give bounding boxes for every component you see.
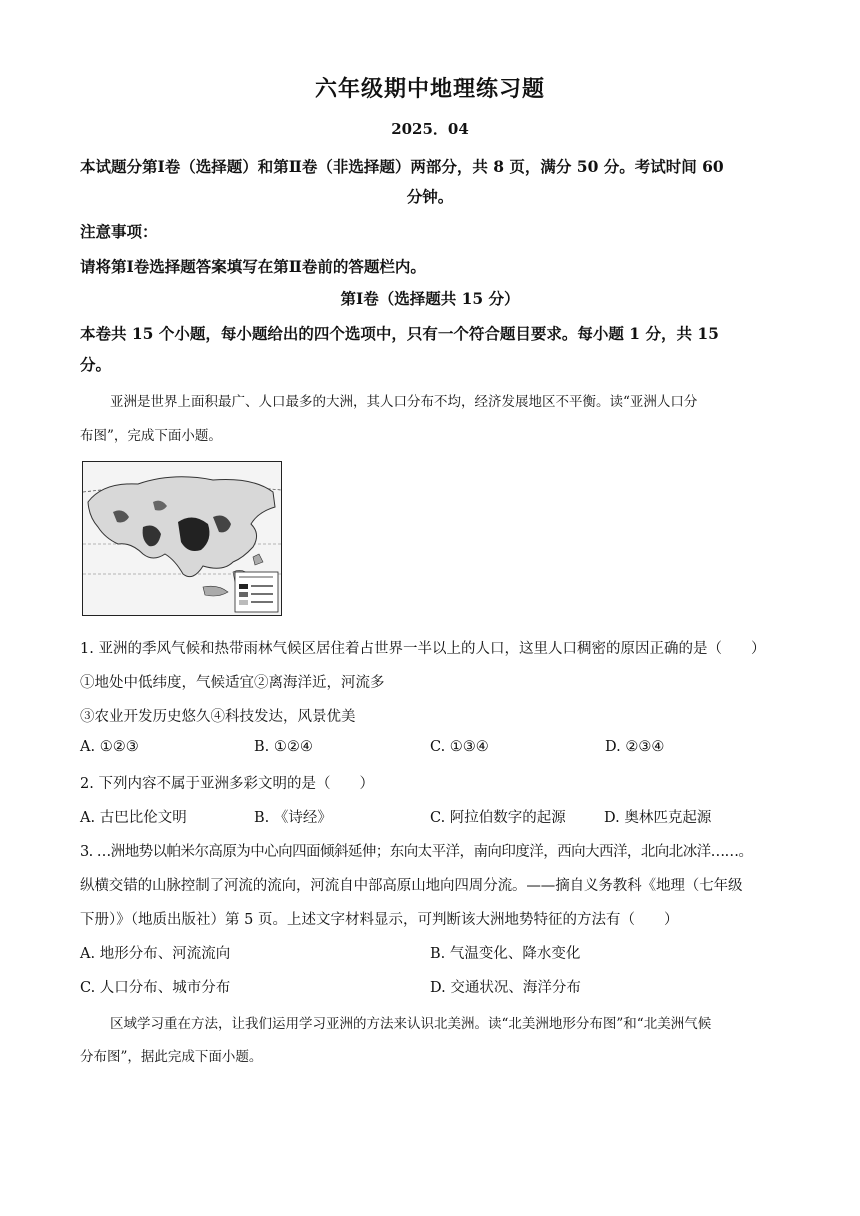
q2-option-a: A. 古巴比伦文明 [80,810,187,826]
q2-option-d: D. 奥林匹克起源 [604,810,712,826]
q2-option-c: C. 阿拉伯数字的起源 [430,810,566,826]
passage1-line-2: 布图”，完成下面小题。 [80,428,222,444]
q1-option-c: C. ①③④ [430,739,489,755]
section1-desc-2: 分。 [80,355,112,374]
section1-heading: 第Ⅰ卷（选择题共 15 分） [340,289,520,308]
q1-option-d: D. ②③④ [605,739,665,755]
notice-body: 请将第Ⅰ卷选择题答案填写在第Ⅱ卷前的答题栏内。 [80,257,426,276]
asia-population-map [82,461,282,616]
q3-line-1: 3. …洲地势以帕米尔高原为中心向四面倾斜延伸；东向太平洋，南向印度洋，西向大西洋，北向北冰洋……。 [80,844,753,860]
page-title: 六年级期中地理练习题 [314,76,545,102]
q3-option-b: B. 气温变化、降水变化 [430,946,581,962]
q1-item-1: ①地处中低纬度，气候适宜②离海洋近，河流多 [80,675,385,691]
q3-option-a: A. 地形分布、河流流向 [80,946,231,962]
passage2-line-1: 区域学习重在方法，让我们运用学习亚洲的方法来认识北美洲。读“北美洲地形分布图”和“北美洲气候 [110,1016,712,1032]
q3-option-d: D. 交通状况、海洋分布 [430,980,581,996]
q3-line-2: 纵横交错的山脉控制了河流的流向，河流自中部高原山地向四周分流。——摘自义务教科《地理（七年级 [80,878,743,894]
q1-item-2: ③农业开发历史悠久④科技发达，风景优美 [80,709,356,725]
q1-stem: 1. 亚洲的季风气候和热带雨林气候区居住着占世界一半以上的人口，这里人口稠密的原因正确的是（ ） [80,641,766,657]
section1-desc-1: 本卷共 15 个小题，每小题给出的四个选项中，只有一个符合题目要求。每小题 1 分，共 15 [80,324,719,343]
map-graphic [83,462,281,615]
exam-date: 2025．04 [391,120,469,138]
intro-line-2: 分钟。 [406,187,454,206]
q1-option-b: B. ①②④ [254,739,313,755]
q2-option-b: B. 《诗经》 [254,810,332,826]
intro-line-1: 本试题分第Ⅰ卷（选择题）和第Ⅱ卷（非选择题）两部分，共 8 页，满分 50 分。考试时间 60 [80,157,724,176]
passage1-line-1: 亚洲是世界上面积最广、人口最多的大洲，其人口分布不均，经济发展地区不平衡。读“亚洲人口分 [110,394,698,410]
q3-option-c: C. 人口分布、城市分布 [80,980,231,996]
q2-stem: 2. 下列内容不属于亚洲多彩文明的是（ ） [80,776,374,792]
q1-option-a: A. ①②③ [80,739,139,755]
passage2-line-2: 分布图”，据此完成下面小题。 [80,1049,263,1065]
q3-line-3: 下册）》（地质出版社）第 5 页。上述文字材料显示，可判断该大洲地势特征的方法有（ ） [80,912,679,928]
notice-title: 注意事项： [80,222,158,241]
